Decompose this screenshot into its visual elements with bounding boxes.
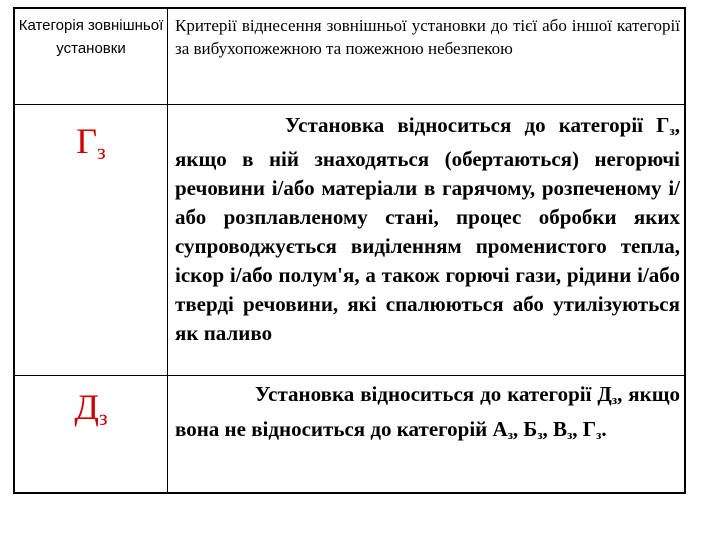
column-divider	[167, 9, 168, 492]
categories-table	[13, 7, 686, 494]
row-divider-header	[15, 104, 684, 105]
category-label-g: $Г_з$	[76, 121, 106, 164]
category-label-d: $Д_з$	[74, 387, 108, 430]
header-criteria: Критерії віднесення зовнішньої установки до тієї або іншої категорії за вибухопожежною та пожежною небезпекою	[175, 16, 680, 58]
header-category: Категорія зовнішньої установки	[18, 17, 164, 57]
row-divider-middle	[15, 375, 684, 376]
description-category-g: Установка відноситься до категорії $Г_з$, якщо в ній знаходяться (обертаються) негорючі речовини і/або матеріали в гарячому, розпеченому і/або розплавленому стані, процес обробки яких супроводжується виділенням променистого тепла, іскор і/або полум'я, а також горючі гази, рідини і/або тверді речовини, які спалюються або утилізуються як паливо	[175, 113, 680, 345]
description-category-d: Установка відноситься до категорії $Д_з$, якщо вона не відноситься до категорій $А_з$, $Б_з$, $В_з$, $Г_з$.	[175, 382, 680, 442]
